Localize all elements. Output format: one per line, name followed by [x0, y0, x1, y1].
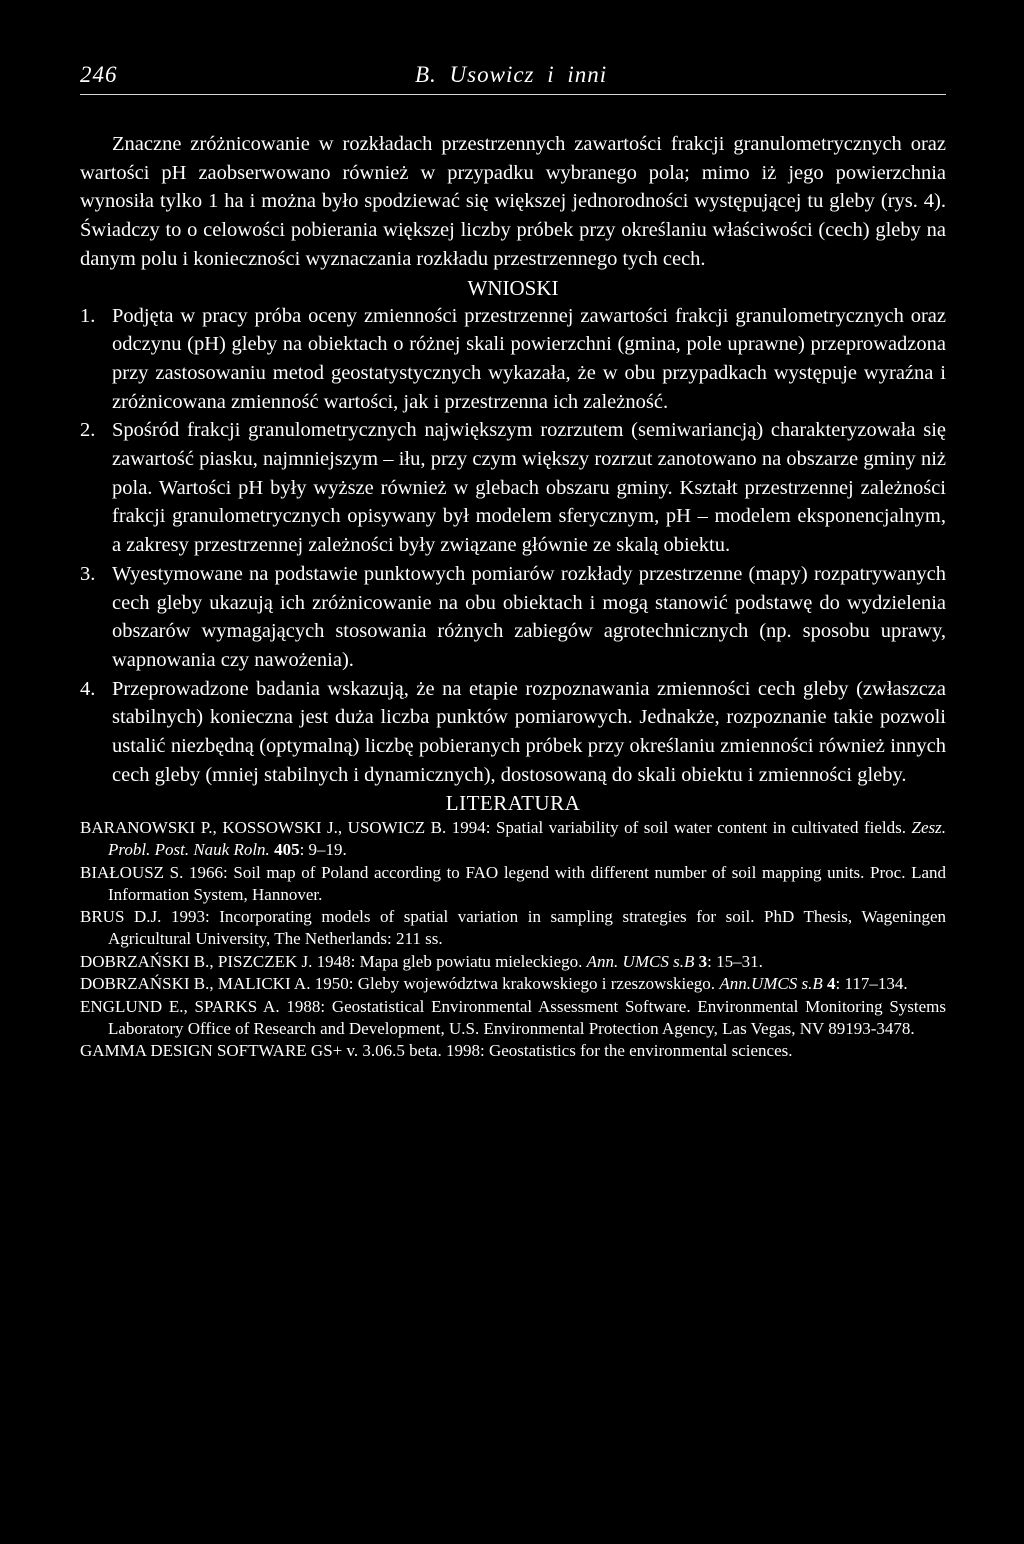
reference-entry [80, 951, 946, 973]
reference-authors: BRUS D.J. 1993: [80, 907, 210, 927]
reference-entry [80, 906, 946, 950]
reference-authors: BIAŁOUSZ S. 1966: [80, 862, 228, 882]
conclusion-text: Podjęta w pracy próba oceny zmienności przestrzennej zawartości frakcji granulometrycznych oraz odczynu (pH) gleby na obiektach o różnej skali powierzchni (gmina, pole uprawne) przeprowadzona przy zastosowaniu metod geostatystycznych wykazała, że w obu przypadkach występuje wyraźna i zróżnicowana zmienność wartości, jak i przestrzenna ich zależność. [112, 304, 946, 413]
conclusion-item [80, 416, 946, 560]
running-header [80, 62, 946, 95]
reference-authors: BARANOWSKI P., KOSSOWSKI J., USOWICZ B. 1994: [80, 818, 491, 838]
running-head-authors: B. Usowicz i inni [415, 62, 608, 87]
conclusion-number: 4. [80, 677, 96, 700]
reference-title: Mapa gleb powiatu mieleckiego. [355, 951, 587, 971]
reference-title: Soil map of Poland according to FAO legend with different number of soil mapping units. Proc. Land Information System, Hannover. [108, 862, 947, 904]
reference-title: Spatial variability of soil water content in cultivated fields. [490, 818, 912, 838]
conclusion-number: 2. [80, 419, 96, 442]
intro-paragraph: Znaczne zróżnicowanie w rozkładach przestrzennych zawartości frakcji granulometrycznych oraz wartości pH zaobserwowano również w przypadku wybranego pola; mimo iż jego powierzchnia wynosiła tylko 1 ha i można było spodziewać się większej jednorodności występującej tu gleby (rys. 4). Świadczy to o celowości pobierania większej liczby próbek przy określaniu właściwości (cech) gleby na danym polu i konieczności wyznaczania rozkładu przestrzennego tych cech. [80, 133, 946, 270]
reference-pages: : 15–31. [707, 951, 763, 971]
conclusion-item [80, 560, 946, 675]
conclusion-text: Wyestymowane na podstawie punktowych pomiarów rozkłady przestrzenne (mapy) rozpatrywanych cech gleby ukazują ich zróżnicowanie na obu obiektach i mogą stanowić podstawę do wydzielenia obszarów wymagających stosowania różnych zabiegów agrotechnicznych (np. sposobu uprawy, wapnowania czy nawożenia). [112, 562, 946, 671]
reference-entry [80, 817, 946, 861]
reference-journal: Ann.UMCS s.B [719, 974, 823, 994]
reference-journal: Ann. UMCS s.B [586, 951, 695, 971]
reference-volume: 4 [826, 974, 836, 994]
conclusion-text: Spośród frakcji granulometrycznych największym rozrzutem (semiwariancją) charakteryzowała się zawartość piasku, najmniejszym – iłu, przy czym większy rozrzut zanotowano na obszarze gminy niż pola. Wartości pH były wyższe również w glebach obszaru gminy. Kształt przestrzennej zależności frakcji granulometrycznych opisywany był modelem sferycznym, pH – modelem eksponencjalnym, a zakresy przestrzennej zależności były związane głównie ze skalą obiektu. [112, 419, 946, 557]
literature-heading: LITERATURA [445, 791, 581, 816]
reference-authors: DOBRZAŃSKI B., MALICKI A. 1950: [80, 974, 354, 994]
reference-title: Gleby województwa krakowskiego i rzeszowskiego. [353, 974, 720, 994]
reference-authors: ENGLUND E., SPARKS A. 1988: [80, 996, 326, 1016]
reference-volume: 405 [274, 840, 300, 860]
reference-list [80, 817, 946, 1062]
reference-journal: Zesz. Probl. Post. Nauk Roln. [108, 818, 946, 860]
page-number: 246 [80, 62, 118, 87]
reference-volume: 3 [698, 951, 708, 971]
conclusion-number: 3. [80, 562, 96, 585]
conclusion-item [80, 302, 946, 417]
conclusion-item [80, 675, 946, 790]
reference-entry [80, 996, 946, 1040]
reference-entry [80, 862, 946, 906]
reference-authors: GAMMA DESIGN SOFTWARE GS+ v. 3.06.5 beta. 1998: [80, 1041, 485, 1061]
conclusions-list [80, 302, 946, 790]
conclusions-heading: WNIOSKI [467, 275, 559, 300]
reference-authors: DOBRZAŃSKI B., PISZCZEK J. 1948: [80, 951, 356, 971]
conclusion-text: Przeprowadzone badania wskazują, że na etapie rozpoznawania zmienności cech gleby (zwłaszcza stabilnych) konieczna jest duża liczba punktów pomiarowych. Jednakże, rozpoznanie takie pozwoli ustalić niezbędną (optymalną) liczbę pobieranych próbek przy określaniu zmienności również innych cech gleby (mniej stabilnych i dynamicznych), dostosowaną do skali obiektu i zmienności gleby. [112, 677, 946, 786]
reference-entry [80, 973, 946, 995]
reference-title: Geostatistical Environmental Assessment Software. Environmental Monitoring Systems Laboratory Office of Research and Development, U.S. Environmental Protection Agency, Las Vegas, NV 89193-3478. [108, 996, 946, 1038]
page-content [80, 130, 946, 1063]
reference-pages: : 117–134. [835, 974, 908, 994]
reference-title: Geostatistics for the environmental sciences. [484, 1041, 793, 1061]
conclusion-number: 1. [80, 304, 96, 327]
reference-title: Incorporating models of spatial variation in sampling strategies for soil. PhD Thesis, Wageningen Agricultural University, The Netherlands: 211 ss. [108, 907, 946, 949]
reference-pages: : 9–19. [299, 840, 347, 860]
reference-entry [80, 1040, 946, 1062]
